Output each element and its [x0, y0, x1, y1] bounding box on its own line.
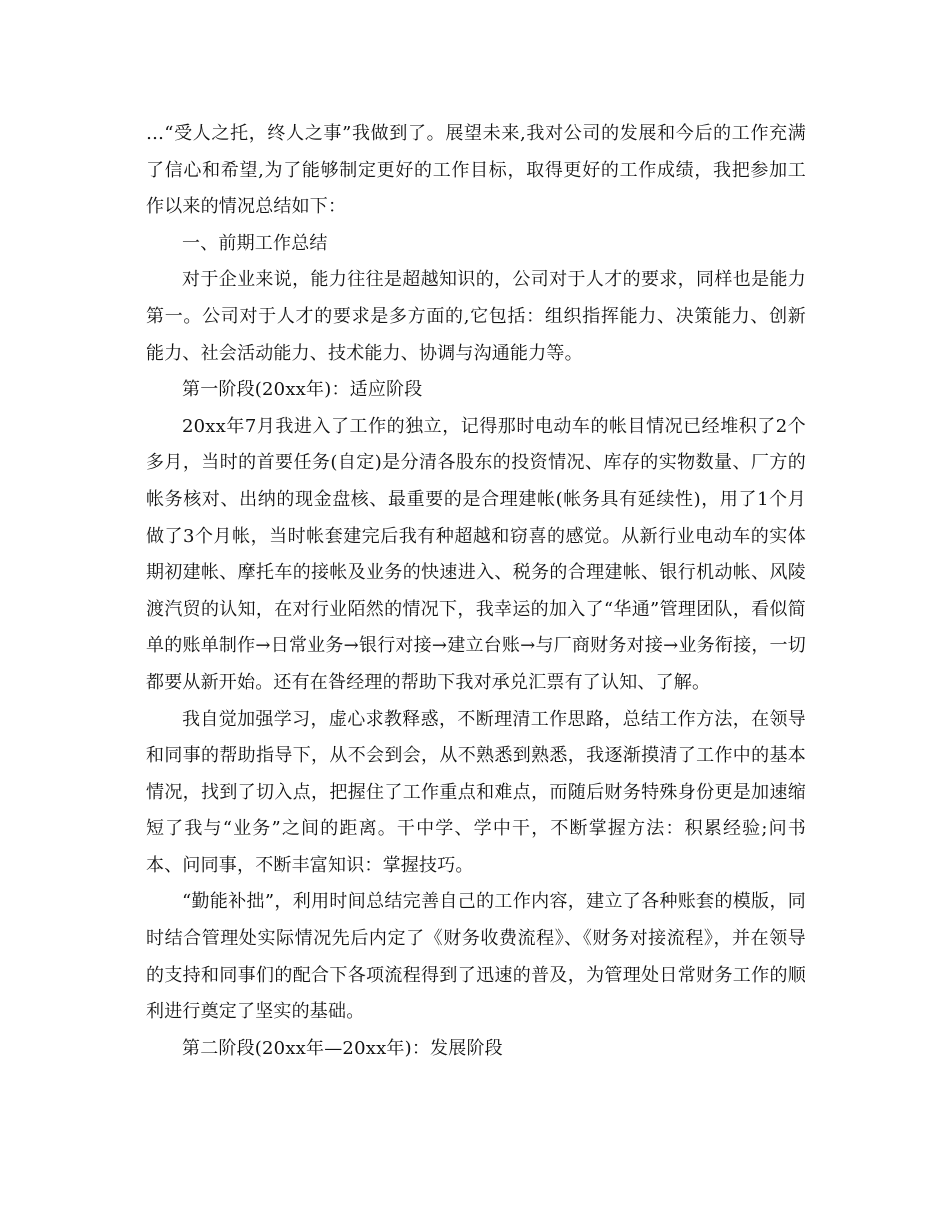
stage-one-paragraph: 20xx年7月我进入了工作的独立，记得那时电动车的帐目情况已经堆积了2个多月，当时的首要任务(自定)是分清各股东的投资情况、库存的实物数量、厂方的帐务核对、出纳的现金盘核、最重要的是合理建帐(帐务具有延续性)，用了1个月做了3个月帐，当时帐套建完后我有种超越和窃喜的感觉。从新行业电动车的实体期初建帐、摩托车的接帐及业务的快速进入、税务的合理建帐、银行机动帐、风陵渡汽贸的认知，在对行业陌然的情况下，我幸运的加入了“华通”管理团队，看似简单的账单制作→日常业务→银行对接→建立台账→与厂商财务对接→业务衔接，一切都要从新开始。还有在昝经理的帮助下我对承兑汇票有了认知、了解。: [146, 415, 806, 693]
section-heading-work-summary: 一、前期工作总结: [182, 232, 328, 254]
stage-two-heading: 第二阶段(20xx年—20xx年)：发展阶段: [182, 1037, 503, 1059]
ability-paragraph: 对于企业来说，能力往往是超越知识的，公司对于人才的要求，同样也是能力第一。公司对于人才的要求是多方面的,它包括：组织指挥能力、决策能力、创新能力、社会活动能力、技术能力、协调与沟通能力等。: [146, 269, 806, 364]
intro-paragraph: …“受人之托，终人之事”我做到了。展望未来,我对公司的发展和今后的工作充满了信心和希望,为了能够制定更好的工作目标，取得更好的工作成绩，我把参加工作以来的情况总结如下：: [146, 123, 806, 218]
document-body: [146, 116, 806, 1067]
learning-paragraph: 我自觉加强学习，虚心求教释惑，不断理清工作思路，总结工作方法，在领导和同事的帮助指导下，从不会到会，从不熟悉到熟悉，我逐渐摸清了工作中的基本情况，找到了切入点，把握住了工作重点和难点，而随后财务特殊身份更是加速缩短了我与“业务”之间的距离。干中学、学中干，不断掌握方法：积累经验;问书本、问同事，不断丰富知识：掌握技巧。: [146, 708, 806, 876]
diligence-paragraph: “勤能补拙”，利用时间总结完善自己的工作内容，建立了各种账套的模版，同时结合管理处实际情况先后内定了《财务收费流程》、《财务对接流程》，并在领导的支持和同事们的配合下各项流程得到了迅速的普及，为管理处日常财务工作的顺利进行奠定了坚实的基础。: [146, 891, 806, 1023]
stage-one-heading: 第一阶段(20xx年)：适应阶段: [182, 379, 423, 401]
